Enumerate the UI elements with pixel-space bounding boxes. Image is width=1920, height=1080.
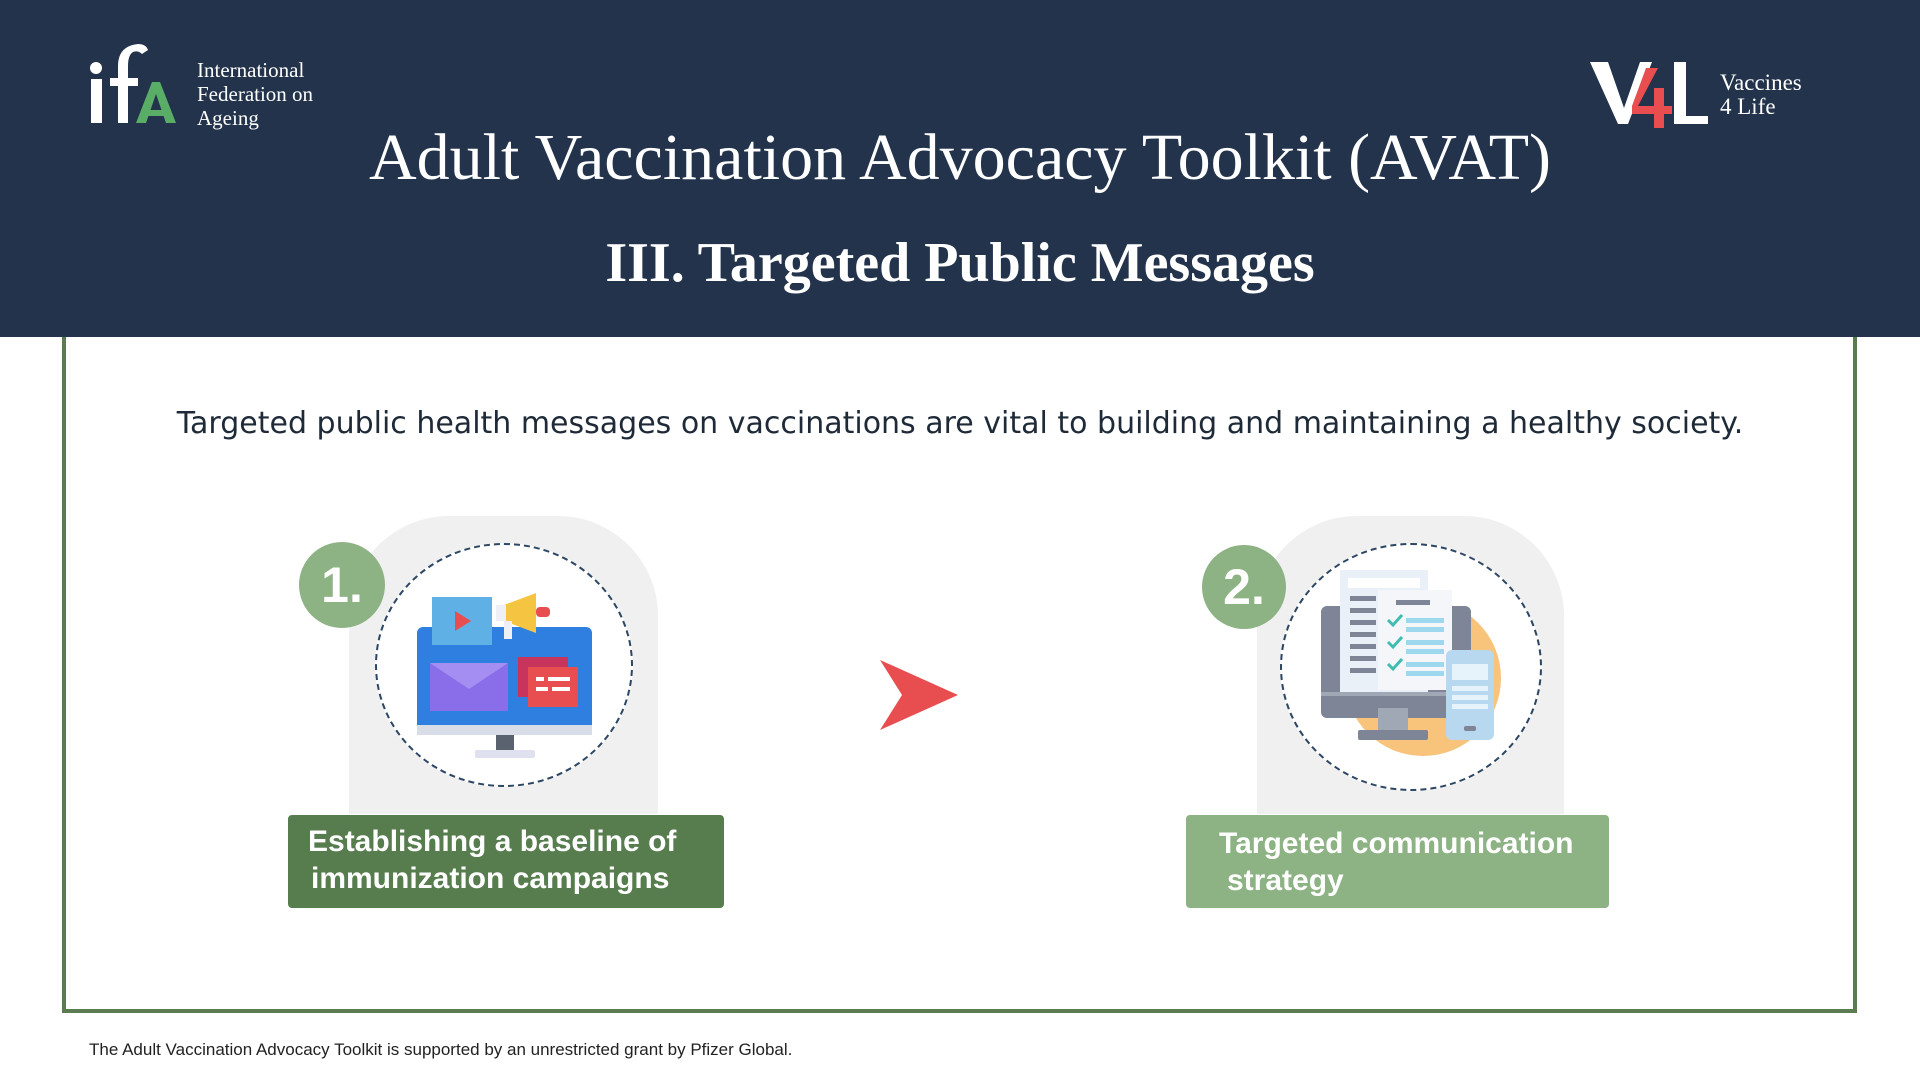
step-1-number-badge: 1. xyxy=(299,542,385,628)
page-title: Adult Vaccination Advocacy Toolkit (AVAT) xyxy=(368,121,1552,194)
ifa-name-line: International xyxy=(197,58,305,82)
ifa-logo xyxy=(88,38,188,128)
intro-text: Targeted public health messages on vaccinations are vital to building and maintaining a healthy society. xyxy=(176,406,1744,441)
step-1-label-line: immunization campaigns xyxy=(311,862,670,895)
header-banner xyxy=(0,0,1920,337)
step-1-label-line: Establishing a baseline of xyxy=(308,825,677,858)
v4l-name xyxy=(1720,71,1802,119)
step-2-number-badge: 2. xyxy=(1202,545,1286,629)
computer-checklist-phone-icon xyxy=(1318,568,1508,763)
section-title: III. Targeted Public Messages xyxy=(605,232,1315,294)
ifa-name-line: Ageing xyxy=(197,106,259,130)
step-2-label-line: strategy xyxy=(1227,864,1344,897)
step-1-label xyxy=(288,815,724,908)
step-2-label-line: Targeted communication xyxy=(1219,827,1574,860)
v4l-name-line: 4 Life xyxy=(1720,94,1776,119)
footer-note: The Adult Vaccination Advocacy Toolkit is supported by an unrestricted grant by Pfizer Global. xyxy=(89,1040,793,1059)
step-2-label xyxy=(1186,815,1609,908)
arrow-right-icon xyxy=(878,658,960,732)
v4l-name-line: Vaccines xyxy=(1720,70,1802,95)
ifa-name-line: Federation on xyxy=(197,82,314,106)
monitor-megaphone-icon xyxy=(410,585,600,760)
